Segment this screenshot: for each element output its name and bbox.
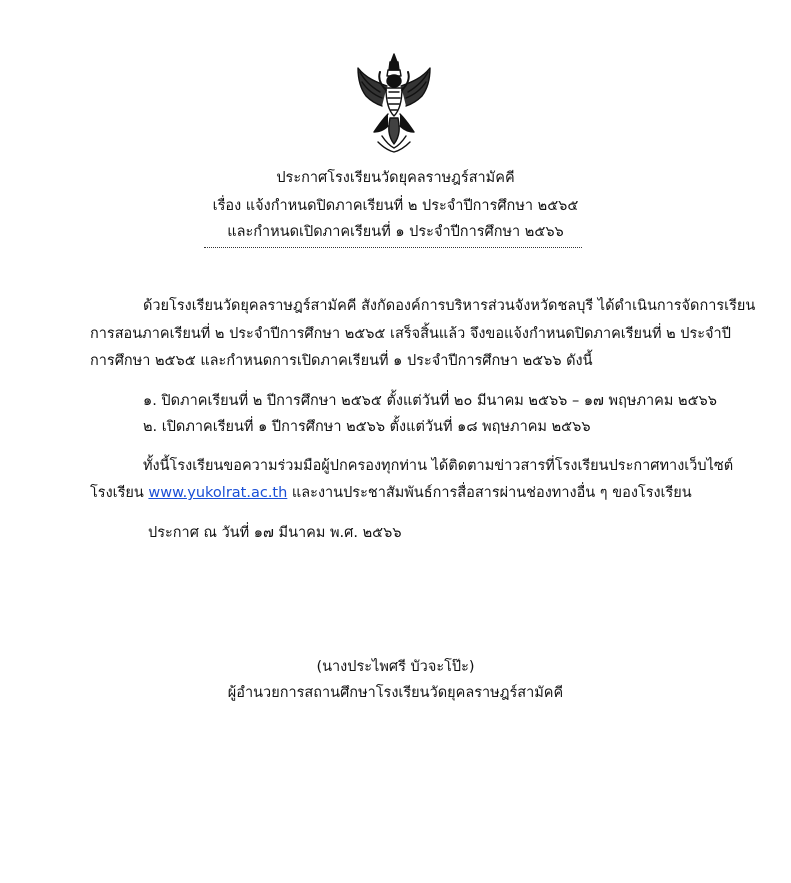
school-website-link[interactable]: www.yukolrat.ac.th bbox=[148, 485, 288, 501]
list-item-open-semester: ๒. เปิดภาคเรียนที่ ๑ ปีการศึกษา ๒๕๖๖ ตั้งแต่วันที่ ๑๘ พฤษภาคม ๒๕๖๖ bbox=[143, 419, 591, 435]
dotted-divider bbox=[204, 247, 582, 250]
paragraph-2-line-2 bbox=[90, 481, 692, 504]
subject-line-continued: และกำหนดเปิดภาคเรียนที่ ๑ ประจำปีการศึกษา ๒๕๖๖ bbox=[227, 224, 564, 240]
paragraph-2-line-1: ทั้งนี้โรงเรียนขอความร่วมมือผู้ปกครองทุกท่าน ได้ติดตามข่าวสารที่โรงเรียนประกาศทางเว็บไซต์ bbox=[143, 458, 734, 474]
paragraph-1-line-1: ด้วยโรงเรียนวัดยุคลราษฎร์สามัคคี สังกัดองค์การบริหารส่วนจังหวัดชลบุรี ได้ดำเนินการจัดการเรียน bbox=[143, 298, 756, 314]
list-item-close-semester: ๑. ปิดภาคเรียนที่ ๒ ปีการศึกษา ๒๕๖๕ ตั้งแต่วันที่ ๒๐ มีนาคม ๒๕๖๖ – ๑๗ พฤษภาคม ๒๕๖๖ bbox=[143, 393, 717, 409]
garuda-emblem-icon bbox=[352, 52, 436, 154]
announcement-heading: ประกาศโรงเรียนวัดยุคลราษฎร์สามัคคี bbox=[276, 170, 515, 186]
paragraph-2-suffix: และงานประชาสัมพันธ์การสื่อสารผ่านช่องทางอื่น ๆ ของโรงเรียน bbox=[287, 485, 692, 501]
announcement-date: ประกาศ ณ วันที่ ๑๗ มีนาคม พ.ศ. ๒๕๖๖ bbox=[148, 525, 402, 541]
signatory-title: ผู้อำนวยการสถานศึกษาโรงเรียนวัดยุคลราษฎร์สามัคคี bbox=[227, 685, 564, 701]
subject-line: เรื่อง แจ้งกำหนดปิดภาคเรียนที่ ๒ ประจำปีการศึกษา ๒๕๖๕ bbox=[212, 198, 579, 214]
signatory-name: (นางประไพศรี บัวจะโป๊ะ) bbox=[316, 659, 475, 675]
paragraph-2-prefix: โรงเรียน bbox=[90, 485, 149, 501]
paragraph-1-line-3: การศึกษา ๒๕๖๕ และกำหนดการเปิดภาคเรียนที่ ๑ ประจำปีการศึกษา ๒๕๖๖ ดังนี้ bbox=[90, 353, 593, 369]
paragraph-1-line-2: การสอนภาคเรียนที่ ๒ ประจำปีการศึกษา ๒๕๖๕ เสร็จสิ้นแล้ว จึงขอแจ้งกำหนดปิดภาคเรียนที่ ๒ ประจำปี bbox=[90, 326, 731, 342]
